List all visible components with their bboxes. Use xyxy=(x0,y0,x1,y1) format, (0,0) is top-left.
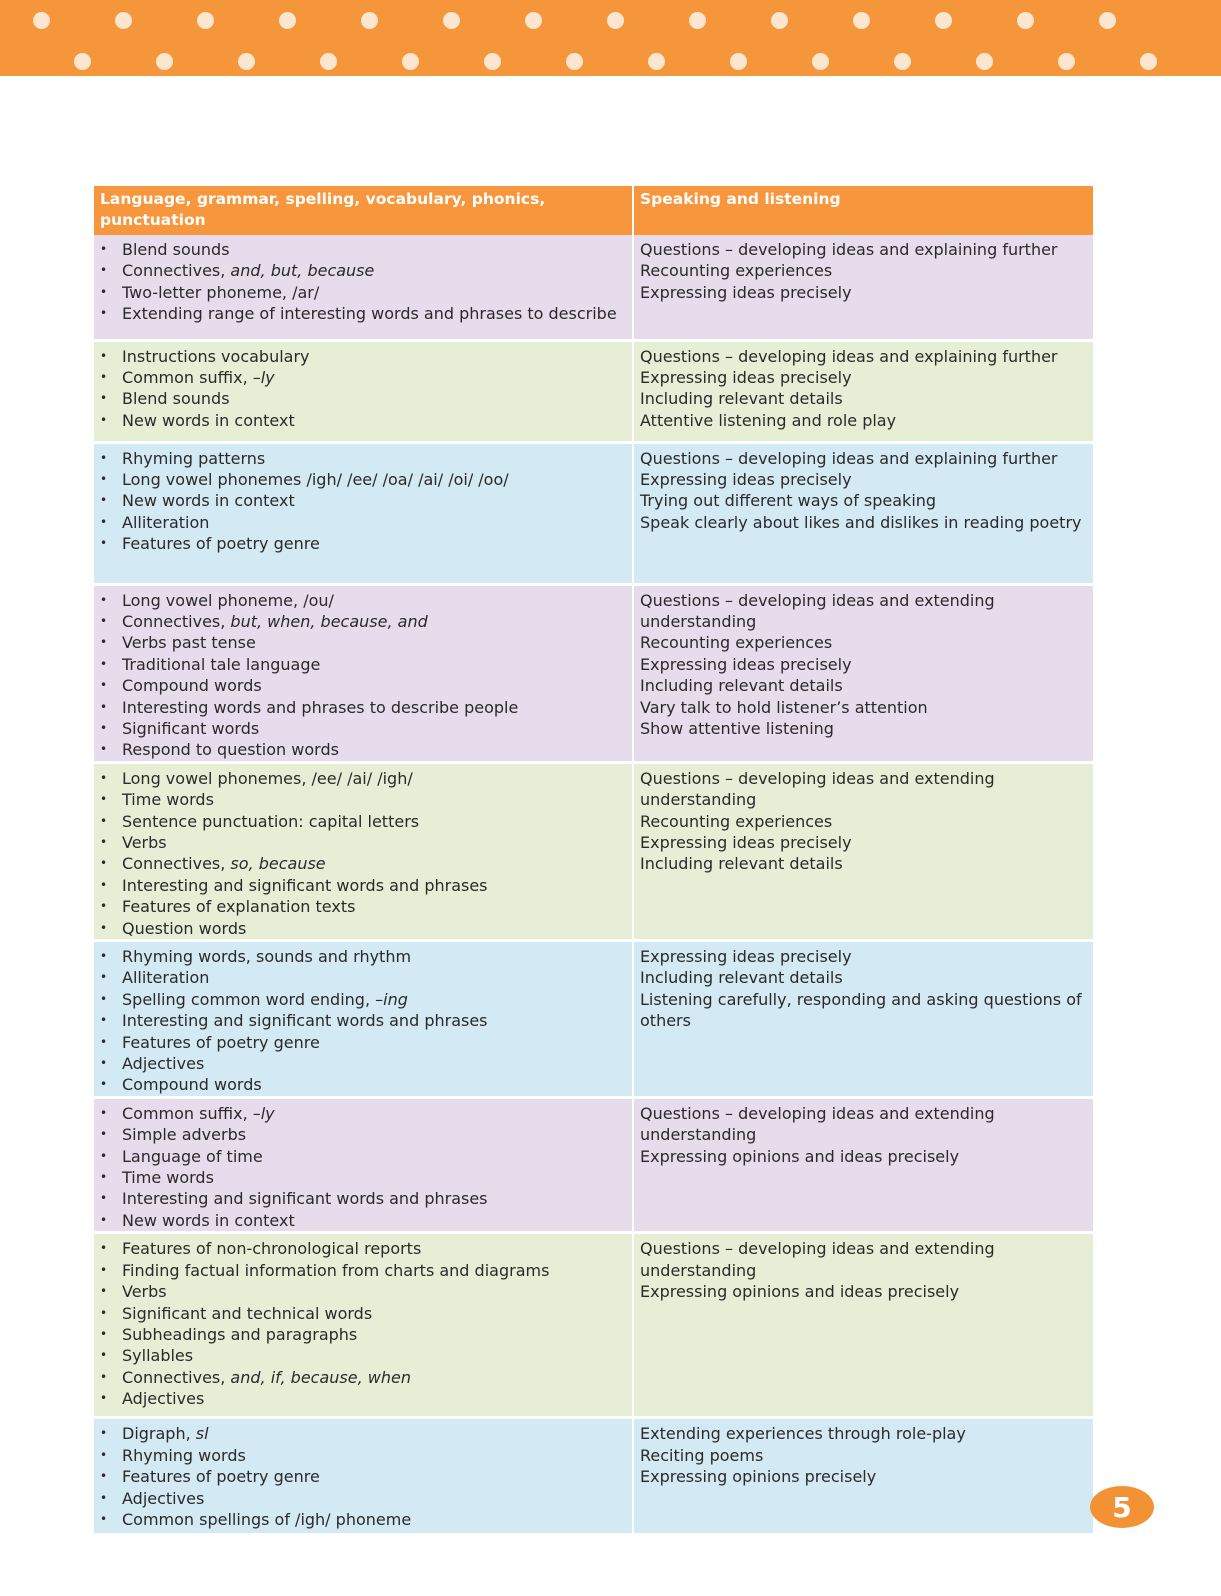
banner-dot xyxy=(1099,12,1116,29)
banner-dot xyxy=(33,12,50,29)
list-item xyxy=(100,1103,626,1124)
italic-term: ing xyxy=(383,989,408,1009)
item-text: Features of non-chronological reports xyxy=(122,1239,422,1259)
list-item xyxy=(100,533,626,554)
item-text: Interesting and significant words and phrases xyxy=(122,875,488,895)
speaking-item: Recounting experiences xyxy=(640,261,833,281)
list-item xyxy=(100,346,626,367)
list-item xyxy=(100,989,626,1010)
table-row xyxy=(94,1418,1093,1535)
table-row xyxy=(94,340,1093,442)
item-text: Simple adverbs xyxy=(122,1125,247,1145)
speaking-cell xyxy=(633,941,1093,1098)
banner-dot xyxy=(74,53,91,70)
speaking-item: Expressing ideas precisely xyxy=(640,832,852,852)
speaking-item: Questions – developing ideas and explaining further xyxy=(640,346,1058,366)
list-item xyxy=(100,1210,626,1231)
list-item xyxy=(100,282,626,303)
italic-term: so, because xyxy=(230,854,326,874)
list-item xyxy=(100,367,626,388)
banner-dot xyxy=(935,12,952,29)
speaking-cell xyxy=(633,1097,1093,1232)
banner-dot xyxy=(443,12,460,29)
list-item xyxy=(100,1238,626,1259)
list-item xyxy=(100,1345,626,1366)
list-item xyxy=(100,1074,626,1095)
banner-dot xyxy=(1140,53,1157,70)
speaking-item: Questions – developing ideas and extending understanding xyxy=(640,768,995,810)
list-item xyxy=(100,1188,626,1209)
item-text: Features of poetry genre xyxy=(122,1032,320,1052)
speaking-item: Speak clearly about likes and dislikes in reading poetry xyxy=(640,512,1082,532)
italic-term: and, but, because xyxy=(230,261,375,281)
item-text: Connectives, xyxy=(122,261,231,281)
banner-dot xyxy=(812,53,829,70)
speaking-cell xyxy=(633,340,1093,442)
item-text: Respond to question words xyxy=(122,740,339,760)
speaking-item: Questions – developing ideas and explaining further xyxy=(640,240,1058,259)
speaking-item: Expressing ideas precisely xyxy=(640,947,852,966)
header-speaking-listening: Speaking and listening xyxy=(633,186,1093,235)
banner-dot xyxy=(484,53,501,70)
table-row xyxy=(94,941,1093,1098)
list-item xyxy=(100,654,626,675)
list-item xyxy=(100,789,626,810)
speaking-item: Extending experiences through role-play xyxy=(640,1424,966,1444)
list-item xyxy=(100,1303,626,1324)
item-text: Spelling common word ending, – xyxy=(122,989,384,1009)
item-text: Finding factual information from charts and diagrams xyxy=(122,1260,550,1280)
list-item xyxy=(100,1260,626,1281)
banner-dot xyxy=(238,53,255,70)
table-row xyxy=(94,1233,1093,1418)
banner-dot xyxy=(730,53,747,70)
list-item xyxy=(100,490,626,511)
language-list xyxy=(100,1238,626,1409)
speaking-cell xyxy=(633,442,1093,584)
speaking-item: Vary talk to hold listener’s attention xyxy=(640,697,928,717)
language-cell xyxy=(94,1233,633,1418)
speaking-item: Including relevant details xyxy=(640,389,843,409)
banner-dot xyxy=(1058,53,1075,70)
item-text: Two-letter phoneme, /ar/ xyxy=(122,282,320,302)
language-cell xyxy=(94,584,633,762)
list-item xyxy=(100,1010,626,1031)
list-item xyxy=(100,1053,626,1074)
table-row xyxy=(94,762,1093,940)
speaking-item: Including relevant details xyxy=(640,854,843,874)
banner-dot xyxy=(689,12,706,29)
table-row xyxy=(94,442,1093,584)
item-text: Alliteration xyxy=(122,968,210,988)
item-text: New words in context xyxy=(122,410,295,430)
list-item xyxy=(100,1466,626,1487)
list-item xyxy=(100,1124,626,1145)
list-item xyxy=(100,512,626,533)
language-list xyxy=(100,1103,626,1231)
item-text: Compound words xyxy=(122,1075,262,1095)
table-header-row xyxy=(94,186,1093,235)
item-text: Language of time xyxy=(122,1146,263,1166)
item-text: Rhyming words xyxy=(122,1445,246,1465)
banner-dot xyxy=(607,12,624,29)
item-text: Time words xyxy=(122,1168,214,1188)
banner-dot xyxy=(156,53,173,70)
speaking-item: Attentive listening and role play xyxy=(640,410,897,430)
banner-dot xyxy=(525,12,542,29)
list-item xyxy=(100,1488,626,1509)
list-item xyxy=(100,1146,626,1167)
list-item xyxy=(100,918,626,939)
item-text: Instructions vocabulary xyxy=(122,346,310,366)
speaking-item: Listening carefully, responding and asking questions of others xyxy=(640,989,1082,1031)
banner-dot xyxy=(115,12,132,29)
item-text: Common spellings of /igh/ phoneme xyxy=(122,1509,412,1529)
item-text: Digraph, xyxy=(122,1424,196,1444)
banner-dot xyxy=(853,12,870,29)
item-text: Long vowel phonemes /igh/ /ee/ /oa/ /ai/ /oi/ /oo/ xyxy=(122,469,509,489)
language-list xyxy=(100,768,626,939)
item-text: Verbs xyxy=(122,832,167,852)
speaking-item: Including relevant details xyxy=(640,968,843,988)
speaking-item: Trying out different ways of speaking xyxy=(640,491,937,511)
language-list xyxy=(100,1423,626,1530)
speaking-item: Expressing ideas precisely xyxy=(640,654,852,674)
list-item xyxy=(100,1324,626,1345)
item-text: Compound words xyxy=(122,676,262,696)
decorative-polka-dot-banner xyxy=(0,0,1221,76)
item-text: Adjectives xyxy=(122,1389,205,1409)
list-item xyxy=(100,1367,626,1388)
item-text: Features of poetry genre xyxy=(122,534,320,554)
speaking-cell xyxy=(633,1233,1093,1418)
item-text: Long vowel phonemes, /ee/ /ai/ /igh/ xyxy=(122,768,413,788)
italic-term: ly xyxy=(260,1103,275,1123)
item-text: Verbs xyxy=(122,1282,167,1302)
list-item xyxy=(100,739,626,760)
list-item xyxy=(100,832,626,853)
banner-dot xyxy=(894,53,911,70)
speaking-item: Recounting experiences xyxy=(640,811,833,831)
language-cell xyxy=(94,1418,633,1535)
speaking-cell xyxy=(633,584,1093,762)
list-item xyxy=(100,632,626,653)
item-text: Features of poetry genre xyxy=(122,1467,320,1487)
speaking-item: Recounting experiences xyxy=(640,633,833,653)
list-item xyxy=(100,469,626,490)
item-text: Syllables xyxy=(122,1346,194,1366)
item-text: Time words xyxy=(122,790,214,810)
banner-dot xyxy=(771,12,788,29)
item-text: Common suffix, – xyxy=(122,1103,261,1123)
language-cell xyxy=(94,235,633,340)
language-cell xyxy=(94,941,633,1098)
item-text: Interesting and significant words and phrases xyxy=(122,1011,488,1031)
table-row xyxy=(94,1097,1093,1232)
speaking-item: Expressing ideas precisely xyxy=(640,282,852,302)
italic-term: and, if, because, when xyxy=(230,1367,411,1387)
item-text: Subheadings and paragraphs xyxy=(122,1324,358,1344)
item-text: Traditional tale language xyxy=(122,654,321,674)
speaking-item: Show attentive listening xyxy=(640,718,834,738)
item-text: Connectives, xyxy=(122,854,231,874)
table-row xyxy=(94,235,1093,340)
item-text: Extending range of interesting words and phrases to describe xyxy=(122,304,617,324)
italic-term: ly xyxy=(260,367,275,387)
item-text: Connectives, xyxy=(122,1367,231,1387)
item-text: Connectives, xyxy=(122,611,231,631)
item-text: Blend sounds xyxy=(122,240,230,259)
item-text: Adjectives xyxy=(122,1488,205,1508)
banner-dot xyxy=(976,53,993,70)
list-item xyxy=(100,410,626,431)
speaking-item: Expressing opinions and ideas precisely xyxy=(640,1146,960,1166)
list-item xyxy=(100,875,626,896)
list-item xyxy=(100,768,626,789)
language-list xyxy=(100,946,626,1096)
list-item xyxy=(100,590,626,611)
banner-dot xyxy=(197,12,214,29)
italic-term: sl xyxy=(195,1424,209,1444)
table-row xyxy=(94,584,1093,762)
list-item xyxy=(100,967,626,988)
list-item xyxy=(100,303,626,324)
speaking-item: Questions – developing ideas and explaining further xyxy=(640,448,1058,468)
list-item xyxy=(100,1423,626,1444)
language-list xyxy=(100,239,626,325)
list-item xyxy=(100,1167,626,1188)
banner-dot xyxy=(402,53,419,70)
page-number-badge: 5 xyxy=(1090,1486,1154,1528)
language-cell xyxy=(94,340,633,442)
list-item xyxy=(100,697,626,718)
list-item xyxy=(100,388,626,409)
speaking-item: Expressing opinions and ideas precisely xyxy=(640,1282,960,1302)
item-text: Rhyming patterns xyxy=(122,448,266,468)
item-text: Question words xyxy=(122,918,247,938)
speaking-item: Expressing ideas precisely xyxy=(640,469,852,489)
list-item xyxy=(100,1281,626,1302)
speaking-item: Questions – developing ideas and extending understanding xyxy=(640,1239,995,1280)
item-text: Rhyming words, sounds and rhythm xyxy=(122,947,412,966)
banner-dot xyxy=(320,53,337,70)
item-text: New words in context xyxy=(122,491,295,511)
speaking-item: Including relevant details xyxy=(640,676,843,696)
language-cell xyxy=(94,442,633,584)
curriculum-table xyxy=(94,186,1093,1536)
item-text: Blend sounds xyxy=(122,389,230,409)
list-item xyxy=(100,946,626,967)
list-item xyxy=(100,611,626,632)
item-text: New words in context xyxy=(122,1210,295,1230)
list-item xyxy=(100,1445,626,1466)
banner-dot xyxy=(361,12,378,29)
language-list xyxy=(100,346,626,432)
list-item xyxy=(100,896,626,917)
banner-dot xyxy=(1017,12,1034,29)
list-item xyxy=(100,1032,626,1053)
language-list xyxy=(100,590,626,761)
list-item xyxy=(100,448,626,469)
list-item xyxy=(100,1388,626,1409)
item-text: Alliteration xyxy=(122,512,210,532)
speaking-item: Expressing opinions precisely xyxy=(640,1467,877,1487)
language-list xyxy=(100,448,626,555)
speaking-item: Reciting poems xyxy=(640,1445,764,1465)
item-text: Long vowel phoneme, /ou/ xyxy=(122,590,334,610)
item-text: Interesting words and phrases to describe people xyxy=(122,697,519,717)
banner-dot xyxy=(566,53,583,70)
item-text: Sentence punctuation: capital letters xyxy=(122,811,420,831)
speaking-item: Expressing ideas precisely xyxy=(640,367,852,387)
speaking-cell xyxy=(633,1418,1093,1535)
item-text: Significant and technical words xyxy=(122,1303,373,1323)
banner-dot xyxy=(648,53,665,70)
item-text: Common suffix, – xyxy=(122,367,261,387)
speaking-item: Questions – developing ideas and extending understanding xyxy=(640,1103,995,1145)
language-cell xyxy=(94,1097,633,1232)
banner-dot xyxy=(279,12,296,29)
item-text: Verbs past tense xyxy=(122,633,256,653)
list-item xyxy=(100,718,626,739)
language-cell xyxy=(94,762,633,940)
list-item xyxy=(100,853,626,874)
item-text: Adjectives xyxy=(122,1054,205,1074)
speaking-cell xyxy=(633,762,1093,940)
italic-term: but, when, because, and xyxy=(230,611,428,631)
list-item xyxy=(100,1509,626,1530)
list-item xyxy=(100,675,626,696)
list-item xyxy=(100,811,626,832)
speaking-item: Questions – developing ideas and extending understanding xyxy=(640,590,995,631)
item-text: Significant words xyxy=(122,718,260,738)
list-item xyxy=(100,239,626,260)
header-language: Language, grammar, spelling, vocabulary, phonics, punctuation xyxy=(94,186,633,235)
item-text: Features of explanation texts xyxy=(122,897,356,917)
item-text: Interesting and significant words and phrases xyxy=(122,1189,488,1209)
list-item xyxy=(100,260,626,281)
speaking-cell xyxy=(633,235,1093,340)
